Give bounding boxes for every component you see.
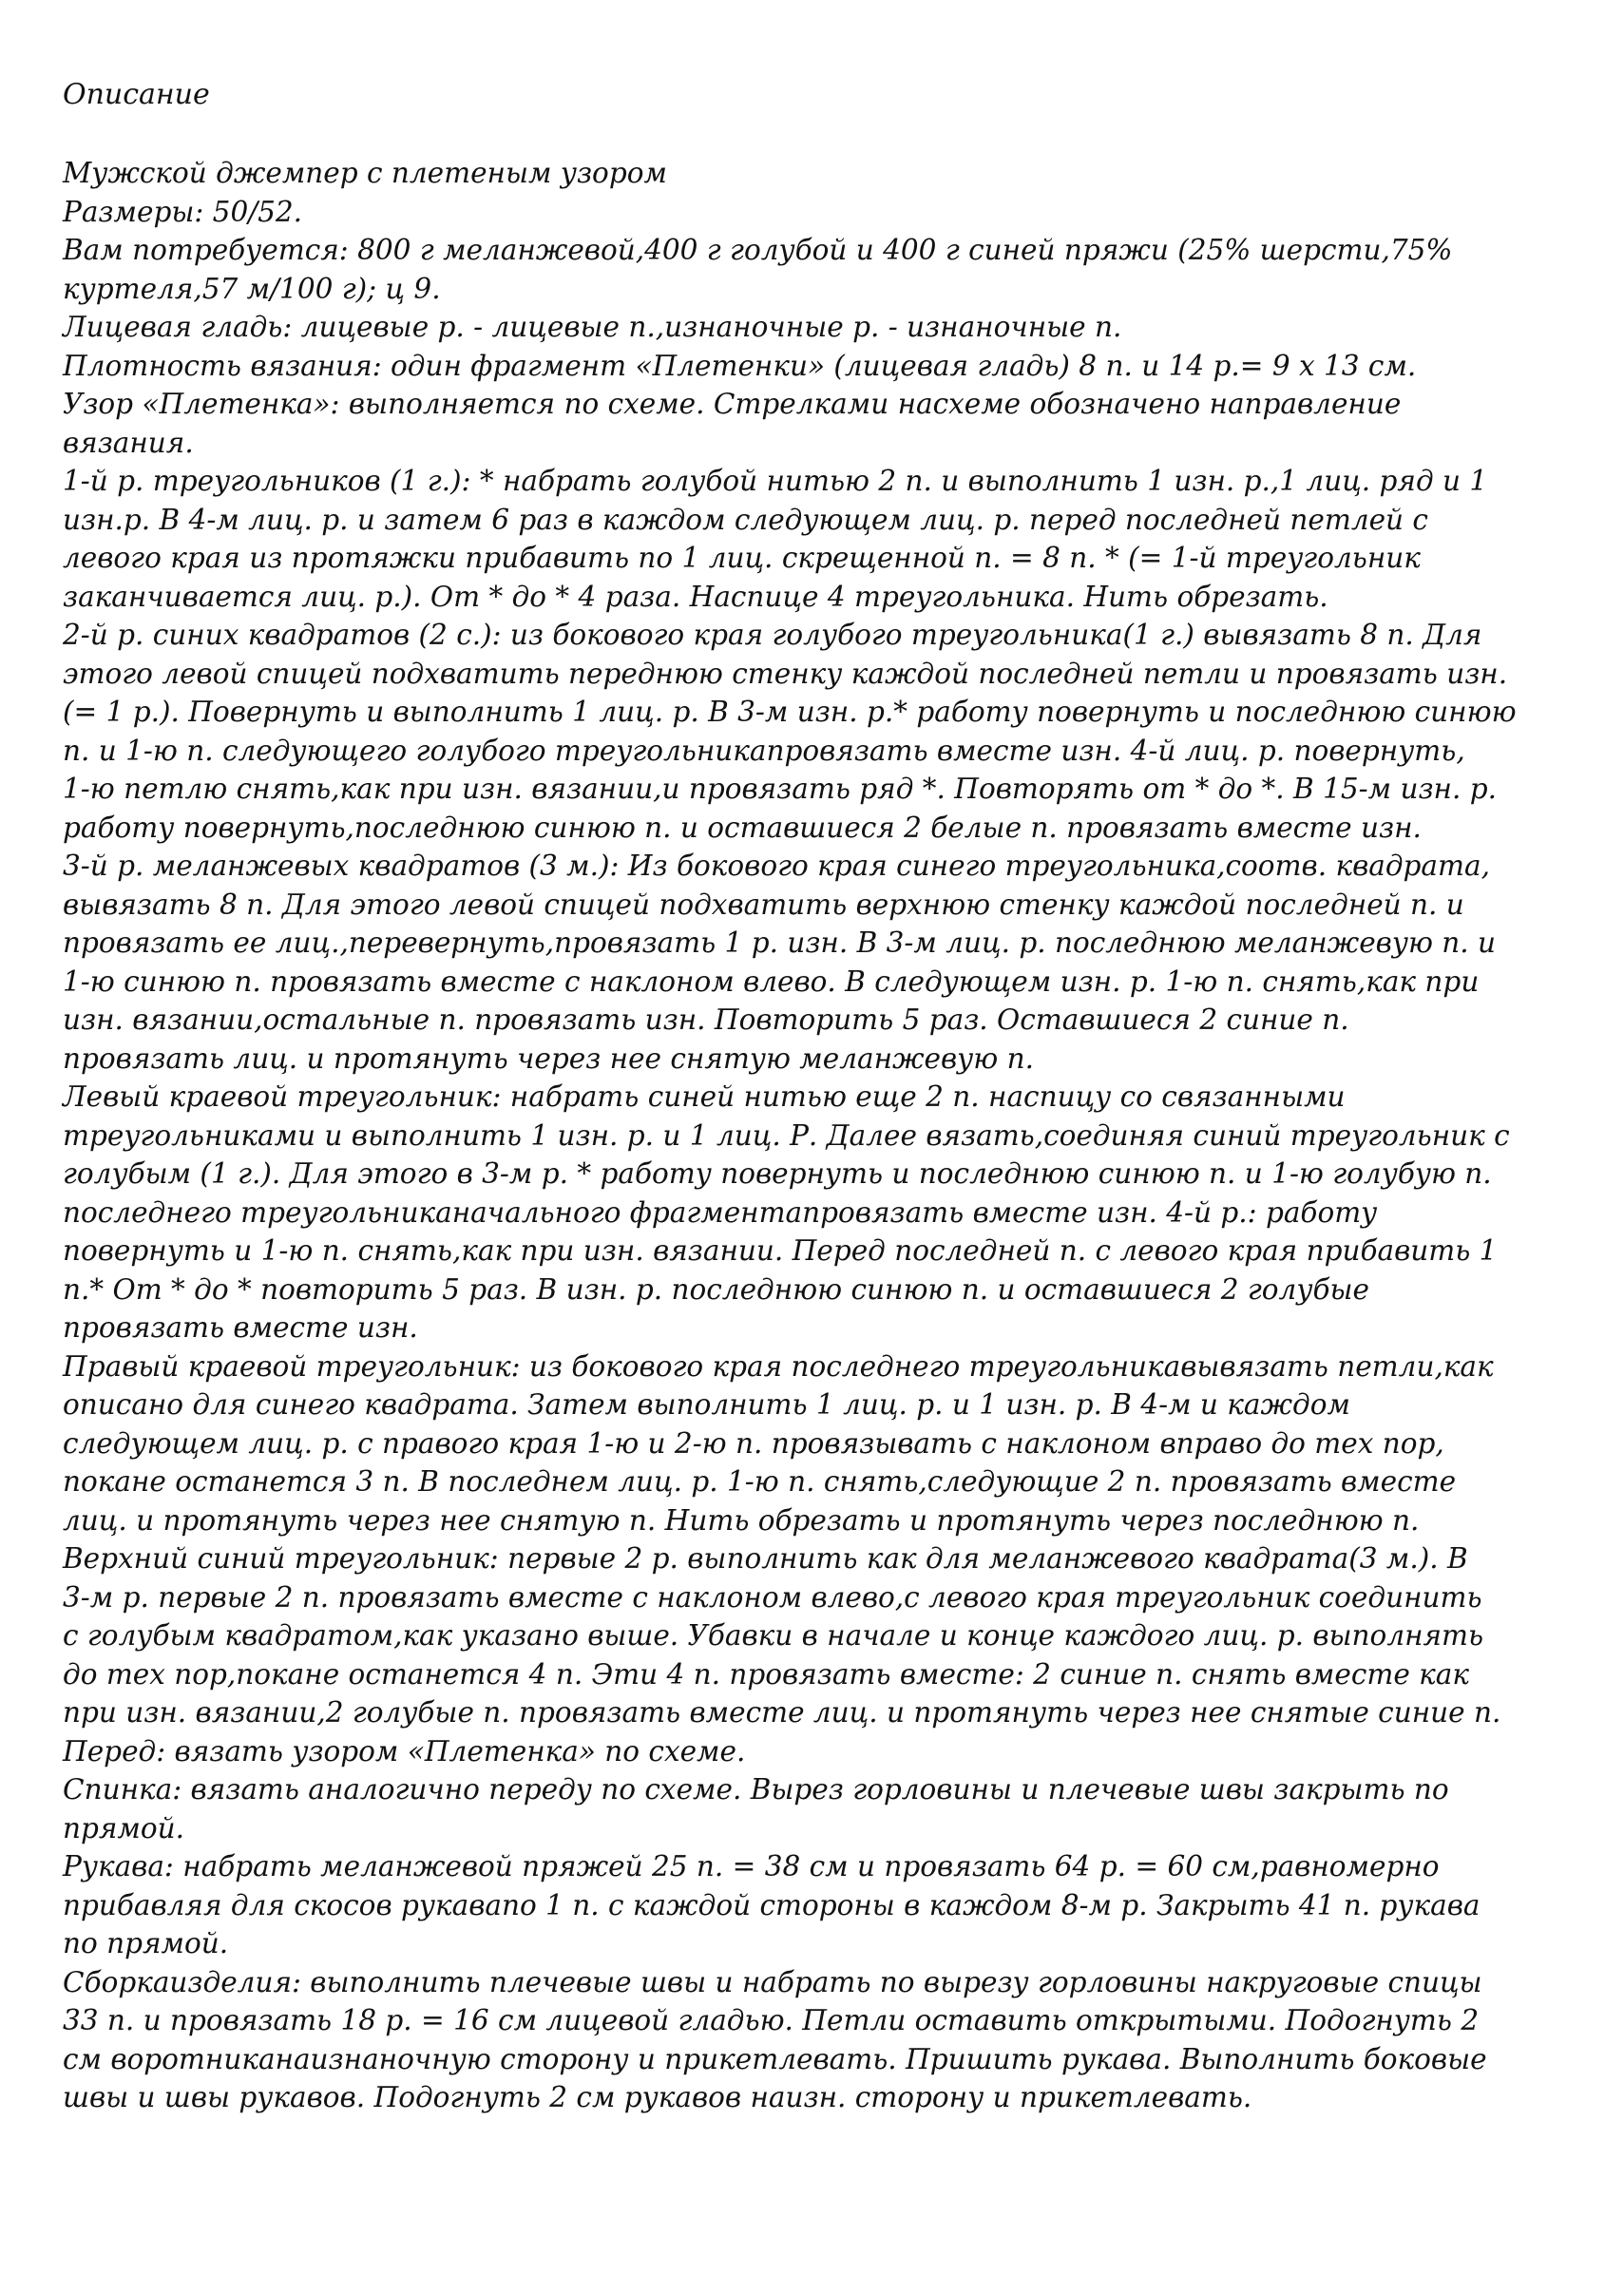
text-line: провязать лиц. и протянуть через нее снятую меланжевую п. xyxy=(63,1041,1035,1075)
text-line: описано для синего квадрата. Затем выполнить 1 лиц. р. и 1 изн. р. В 4-м и каждом xyxy=(63,1388,1350,1421)
text-line: Сборкаизделия: выполнить плечевые швы и набрать по вырезу горловины накруговые спицы xyxy=(63,1965,1482,1998)
text-line: по прямой. xyxy=(63,1927,229,1959)
text-line: левого края из протяжки прибавить по 1 лиц. скрещенной п. = 8 п. * (= 1-й треугольник xyxy=(63,542,1421,574)
text-line: лиц. и протянуть через нее снятую п. Нить обрезать и протянуть через последнюю п. xyxy=(63,1503,1420,1537)
text-line: п.* От * до * повторить 5 раз. В изн. р. последнюю синюю п. и оставшиеся 2 голубые xyxy=(63,1272,1369,1306)
text-line: 3-й р. меланжевых квадратов (3 м.): Из бокового края синего треугольника,соотв. квадрата, xyxy=(63,850,1490,882)
text-line: изн. вязании,остальные п. провязать изн. Повторить 5 раз. Оставшиеся 2 синие п. xyxy=(63,1003,1349,1036)
text-line: Узор «Плетенка»: выполняется по схеме. Стрелками насхеме обозначено направление xyxy=(63,388,1402,420)
text-line: повернуть и 1-ю п. снять,как при изн. вязании. Перед последней п. с левого края прибавить 1 xyxy=(63,1234,1498,1267)
text-line: Перед: вязать узором «Плетенка» по схеме. xyxy=(63,1734,746,1768)
text-line: треугольниками и выполнить 1 изн. р. и 1 лиц. Р. Далее вязать,соединяя синий треугольник с xyxy=(63,1118,1510,1152)
text-line: изн.р. В 4-м лиц. р. и затем 6 раз в каждом следующем лиц. р. перед последней петлей с xyxy=(63,503,1428,536)
text-line: швы и швы рукавов. Подогнуть 2 см рукавов наизн. сторону и прикетлевать. xyxy=(63,2081,1252,2113)
text-line: Левый краевой треугольник: набрать синей нитью еще 2 п. наспицу со связанными xyxy=(63,1080,1346,1113)
text-line: Мужской джемпер с плетеным узором xyxy=(63,157,667,189)
text-line: покане останется 3 п. В последнем лиц. р. 1-ю п. снять,следующие 2 п. провязать вместе xyxy=(63,1465,1457,1498)
text-line: 2-й р. синих квадратов (2 с.): из бокового края голубого треугольника(1 г.) вывязать 8 п. Для xyxy=(63,619,1482,651)
text-line: с голубым квадратом,как указано выше. Убавки в начале и конце каждого лиц. р. выполнять xyxy=(63,1619,1484,1652)
text-line: заканчивается лиц. р.). От * до * 4 раза. Наспице 4 треугольника. Нить обрезать. xyxy=(63,580,1328,613)
text-line: 1-ю синюю п. провязать вместе с наклоном влево. В следующем изн. р. 1-ю п. снять,как при xyxy=(63,965,1480,998)
text-line: вывязать 8 п. Для этого левой спицей подхватить верхнюю стенку каждой последней п. и xyxy=(63,888,1464,921)
text-line: при изн. вязании,2 голубые п. провязать вместе лиц. и протянуть через нее снятые синие п. xyxy=(63,1696,1501,1729)
text-line: см воротниканаизнаночную сторону и прикетлевать. Пришить рукава. Выполнить боковые xyxy=(63,2042,1487,2075)
text-line: 33 п. и провязать 18 р. = 16 см лицевой гладью. Петли оставить открытыми. Подогнуть 2 xyxy=(63,2004,1480,2036)
text-line: работу повернуть,последнюю синюю п. и оставшиеся 2 белые п. провязать вместе изн. xyxy=(63,811,1422,844)
text-line: 3-м р. первые 2 п. провязать вместе с наклоном влево,с левого края треугольник соединить xyxy=(63,1580,1482,1614)
text-line: 1-й р. треугольников (1 г.): * набрать голубой нитью 2 п. и выполнить 1 изн. р.,1 лиц. ряд и 1 xyxy=(63,465,1488,497)
text-line: Вам потребуется: 800 г меланжевой,400 г голубой и 400 г синей пряжи (25% шерсти,75% xyxy=(63,234,1453,266)
text-line: Лицевая гладь: лицевые р. - лицевые п.,изнаночные р. - изнаночные п. xyxy=(63,311,1122,343)
text-line: Правый краевой треугольник: из бокового края последнего треугольникавывязать петли,как xyxy=(63,1349,1494,1383)
text-line: до тех пор,покане останется 4 п. Эти 4 п. провязать вместе: 2 синие п. снять вместе как xyxy=(63,1657,1469,1691)
text-line: прямой. xyxy=(63,1811,185,1844)
text-line: Спинка: вязать аналогично переду по схеме. Вырез горловины и плечевые швы закрыть по xyxy=(63,1773,1449,1806)
text-line: Размеры: 50/52. xyxy=(63,195,303,228)
text-line: 1-ю петлю снять,как при изн. вязании,и провязать ряд *. Повторять от * до *. В 15-м изн. р. xyxy=(63,773,1497,805)
text-line: провязать вместе изн. xyxy=(63,1311,418,1344)
text-line: Плотность вязания: один фрагмент «Плетенки» (лицевая гладь) 8 п. и 14 р.= 9 х 13 см. xyxy=(63,349,1417,382)
document-body xyxy=(63,154,1583,2117)
text-line: последнего треугольниканачального фрагментапровязать вместе изн. 4-й р.: работу xyxy=(63,1195,1378,1229)
text-line: прибавляя для скосов рукавапо 1 п. с каждой стороны в каждом 8-м р. Закрыть 41 п. рукава xyxy=(63,1888,1481,1921)
text-line: следующем лиц. р. с правого края 1-ю и 2-ю п. провязывать с наклоном вправо до тех пор, xyxy=(63,1426,1444,1460)
document-heading: Описание xyxy=(63,78,210,111)
text-line: этого левой спицей подхватить переднюю стенку каждой последней петли и провязать изн. xyxy=(63,657,1508,690)
text-line: п. и 1-ю п. следующего голубого треугольникапровязать вместе изн. 4-й лиц. р. повернуть, xyxy=(63,734,1465,767)
text-line: провязать ее лиц.,перевернуть,провязать 1 р. изн. В 3-м лиц. р. последнюю меланжевую п. и xyxy=(63,927,1497,959)
text-line: голубым (1 г.). Для этого в 3-м р. * работу повернуть и последнюю синюю п. и 1-ю голубую п. xyxy=(63,1157,1492,1190)
text-line: куртеля,57 м/100 г); ц 9. xyxy=(63,272,441,305)
text-line: вязания. xyxy=(63,426,194,459)
text-line: (= 1 р.). Повернуть и выполнить 1 лиц. р. В 3-м изн. р.* работу повернуть и последнюю синюю xyxy=(63,696,1517,728)
text-line: Верхний синий треугольник: первые 2 р. выполнить как для меланжевого квадрата(3 м.). В xyxy=(63,1542,1468,1575)
text-line: Рукава: набрать меланжевой пряжей 25 п. = 38 см и провязать 64 р. = 60 см,равномерно xyxy=(63,1850,1440,1882)
